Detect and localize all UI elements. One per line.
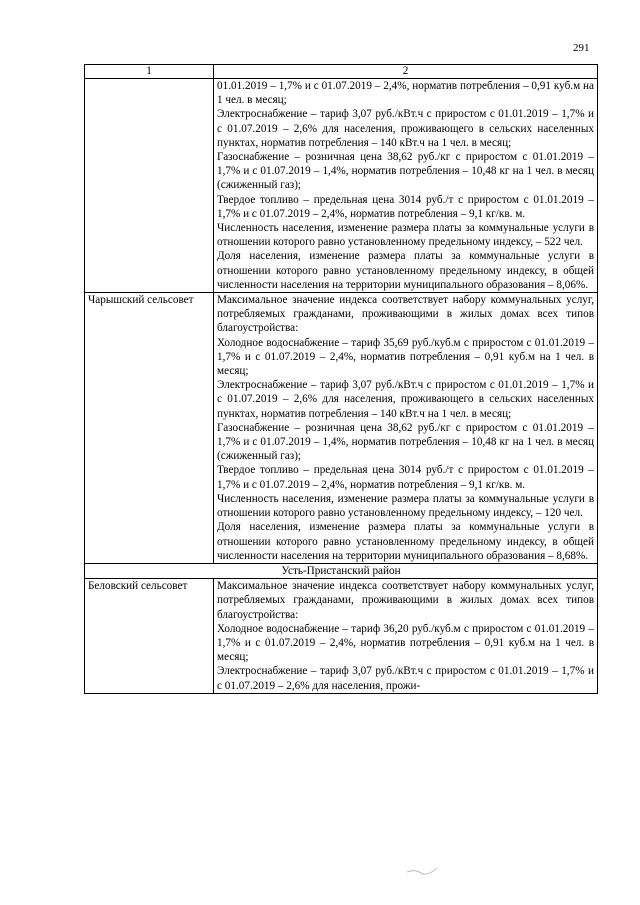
paragraph: Максимальное значение индекса соответствует набору коммунальных услуг, потребляемых гражданами, проживающими в жилых домах всех типов благоустройства: (217, 294, 594, 335)
description-cell (214, 79, 598, 293)
paragraph: Твердое топливо – предельная цена 3014 руб./т с приростом с 01.01.2019 – 1,7% и с 01.07.2019 – 2,4%, норматив потребления – 9,1 кг/кв. м. (217, 193, 594, 220)
paragraph: Численность населения, изменение размера платы за коммунальные услуги в отношении которого равно установленному предельному индексу, – 120 чел. (217, 492, 594, 520)
scan-speck (405, 864, 439, 876)
table-row (85, 79, 598, 293)
municipality-name-cell: Беловский сельсовет (85, 579, 214, 694)
municipality-name-cell: Чарышский сельсовет (85, 293, 214, 564)
paragraph: Доля населения, изменение размера платы за коммунальные услуги в отношении которого равно установленному предельному индексу, в общей численности населения на территории муниципального образования – 8,68%. (217, 521, 594, 562)
paragraph: Газоснабжение – розничная цена 38,62 руб./кг с приростом с 01.01.2019 – 1,7% и с 01.07.2019 – 1,4%, норматив потребления – 10,48 кг на 1 чел. в месяц (сжиженный газ); (217, 151, 594, 192)
paragraph: Холодное водоснабжение – тариф 36,20 руб./куб.м с приростом с 01.01.2019 – 1,7% и с 01.07.2019 – 2,4%, норматив потребления – 0,91 куб.м на 1 чел. в месяц; (217, 622, 594, 664)
paragraph: Твердое топливо – предельная цена 3014 руб./т с приростом с 01.01.2019 – 1,7% и с 01.07.2019 – 2,4%, норматив потребления – 9,1 кг/кв. м. (217, 464, 594, 491)
page-number: 291 (573, 42, 590, 54)
paragraph: Электроснабжение – тариф 3,07 руб./кВт.ч с приростом с 01.01.2019 – 1,7% и с 01.07.2019 – 2,6% для населения, проживающего в сельских населенных пунктах, норматив потребления – 140 кВт.ч на 1 чел. в месяц; (217, 379, 594, 420)
column-header-2: 2 (214, 65, 598, 79)
description-cell (214, 579, 598, 694)
paragraph: Доля населения, изменение размера платы за коммунальные услуги в отношении которого равно установленному предельному индексу, в общей численности населения на территории муниципального образования – 8,06%. (217, 250, 594, 291)
table-header-row (85, 65, 598, 79)
document-table (84, 64, 598, 694)
paragraph: 01.01.2019 – 1,7% и с 01.07.2019 – 2,4%, норматив потребления – 0,91 куб.м на 1 чел. в месяц; (217, 80, 594, 107)
paragraph: Газоснабжение – розничная цена 38,62 руб./кг с приростом с 01.01.2019 – 1,7% и с 01.07.2019 – 1,4%, норматив потребления – 10,48 кг на 1 чел. в месяц (сжиженный газ); (217, 421, 594, 463)
section-title: Усть-Пристанский район (85, 563, 598, 578)
paragraph: Максимальное значение индекса соответствует набору коммунальных услуг, потребляемых гражданами, проживающими в жилых домах всех типов благоустройства: (217, 580, 594, 621)
column-header-1: 1 (85, 65, 214, 79)
table-row (85, 579, 598, 694)
paragraph: Электроснабжение – тариф 3,07 руб./кВт.ч с приростом с 01.01.2019 – 1,7% и с 01.07.2019 – 2,6% для населения, проживающего в сельских населенных пунктах, норматив потребления – 140 кВт.ч на 1 чел. в месяц; (217, 108, 594, 149)
paragraph: Численность населения, изменение размера платы за коммунальные услуги в отношении которого равно установленному предельному индексу, – 522 чел. (217, 222, 594, 249)
paragraph: Электроснабжение – тариф 3,07 руб./кВт.ч с приростом с 01.01.2019 – 1,7% и с 01.07.2019 – 2,6% для населения, прожи- (217, 665, 594, 692)
municipality-name-cell (85, 79, 214, 293)
paragraph: Холодное водоснабжение – тариф 35,69 руб./куб.м с приростом с 01.01.2019 – 1,7% и с 01.07.2019 – 2,4%, норматив потребления – 0,91 куб.м на 1 чел. в месяц; (217, 336, 594, 378)
section-row (85, 563, 598, 578)
description-cell (214, 293, 598, 564)
table-row (85, 293, 598, 564)
